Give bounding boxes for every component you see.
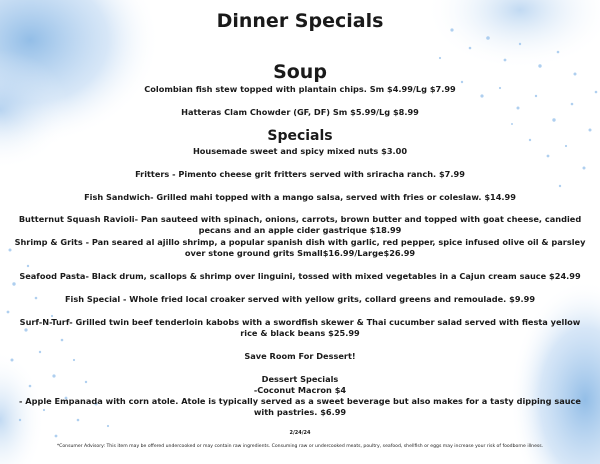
special-item: Fish Special - Whole fried local croaker served with yellow grits, collard greens and remoulade. $9.99	[64, 294, 536, 304]
dessert-intro: Save Room For Dessert!	[244, 351, 356, 361]
menu-title: Dinner Specials	[216, 10, 384, 32]
special-item: Fish Sandwich- Grilled mahi topped with a mango salsa, served with fries or coleslaw. $14.99	[84, 192, 516, 202]
special-item: Butternut Squash Ravioli- Pan sauteed with spinach, onions, carrots, brown butter and topped with goat cheese, candied pecans and an apple cider gastrique $18.99	[18, 214, 582, 235]
soup-heading: Soup	[273, 61, 327, 83]
special-item: Shrimp & Grits - Pan seared al ajillo shrimp, a popular spanish dish with garlic, red pepper, spice infused olive oil & parsley over stone ground grits Small$16.99/Large$26.99	[14, 237, 586, 258]
dessert-item: - Apple Empanada with corn atole. Atole is typically served as a sweet beverage but also makes for a tasty dipping sauce with pastries. $6.99	[19, 396, 581, 417]
special-item: Fritters - Pimento cheese grit fritters served with sriracha ranch. $7.99	[135, 169, 465, 179]
special-item: Seafood Pasta- Black drum, scallops & shrimp over linguini, tossed with mixed vegetables in a Cajun cream sauce $24.99	[19, 271, 581, 281]
special-item: Surf-N-Turf- Grilled twin beef tenderloin kabobs with a swordfish skewer & Thai cucumber salad served with fiesta yellow rice & black beans $25.99	[19, 317, 581, 338]
special-item: Housemade sweet and spicy mixed nuts $3.00	[192, 146, 408, 156]
dessert-heading: Dessert Specials	[261, 374, 339, 384]
dessert-item: -Coconut Macron $4	[253, 385, 347, 395]
menu-date: 2/24/24	[289, 430, 311, 436]
consumer-advisory: *Consumer Advisory: This item may be offered undercooked or may contain raw ingredients. Consuming raw or undercooked meats, poultry, seafood, shellfish or eggs may increase your risk of foodborne illness.	[56, 444, 544, 449]
soup-item: Colombian fish stew topped with plantain chips. Sm $4.99/Lg $7.99	[144, 84, 456, 94]
specials-heading: Specials	[267, 128, 333, 144]
soup-item: Hatteras Clam Chowder (GF, DF) Sm $5.99/Lg $8.99	[181, 107, 419, 117]
bottom-right-watercolor	[510, 280, 600, 464]
